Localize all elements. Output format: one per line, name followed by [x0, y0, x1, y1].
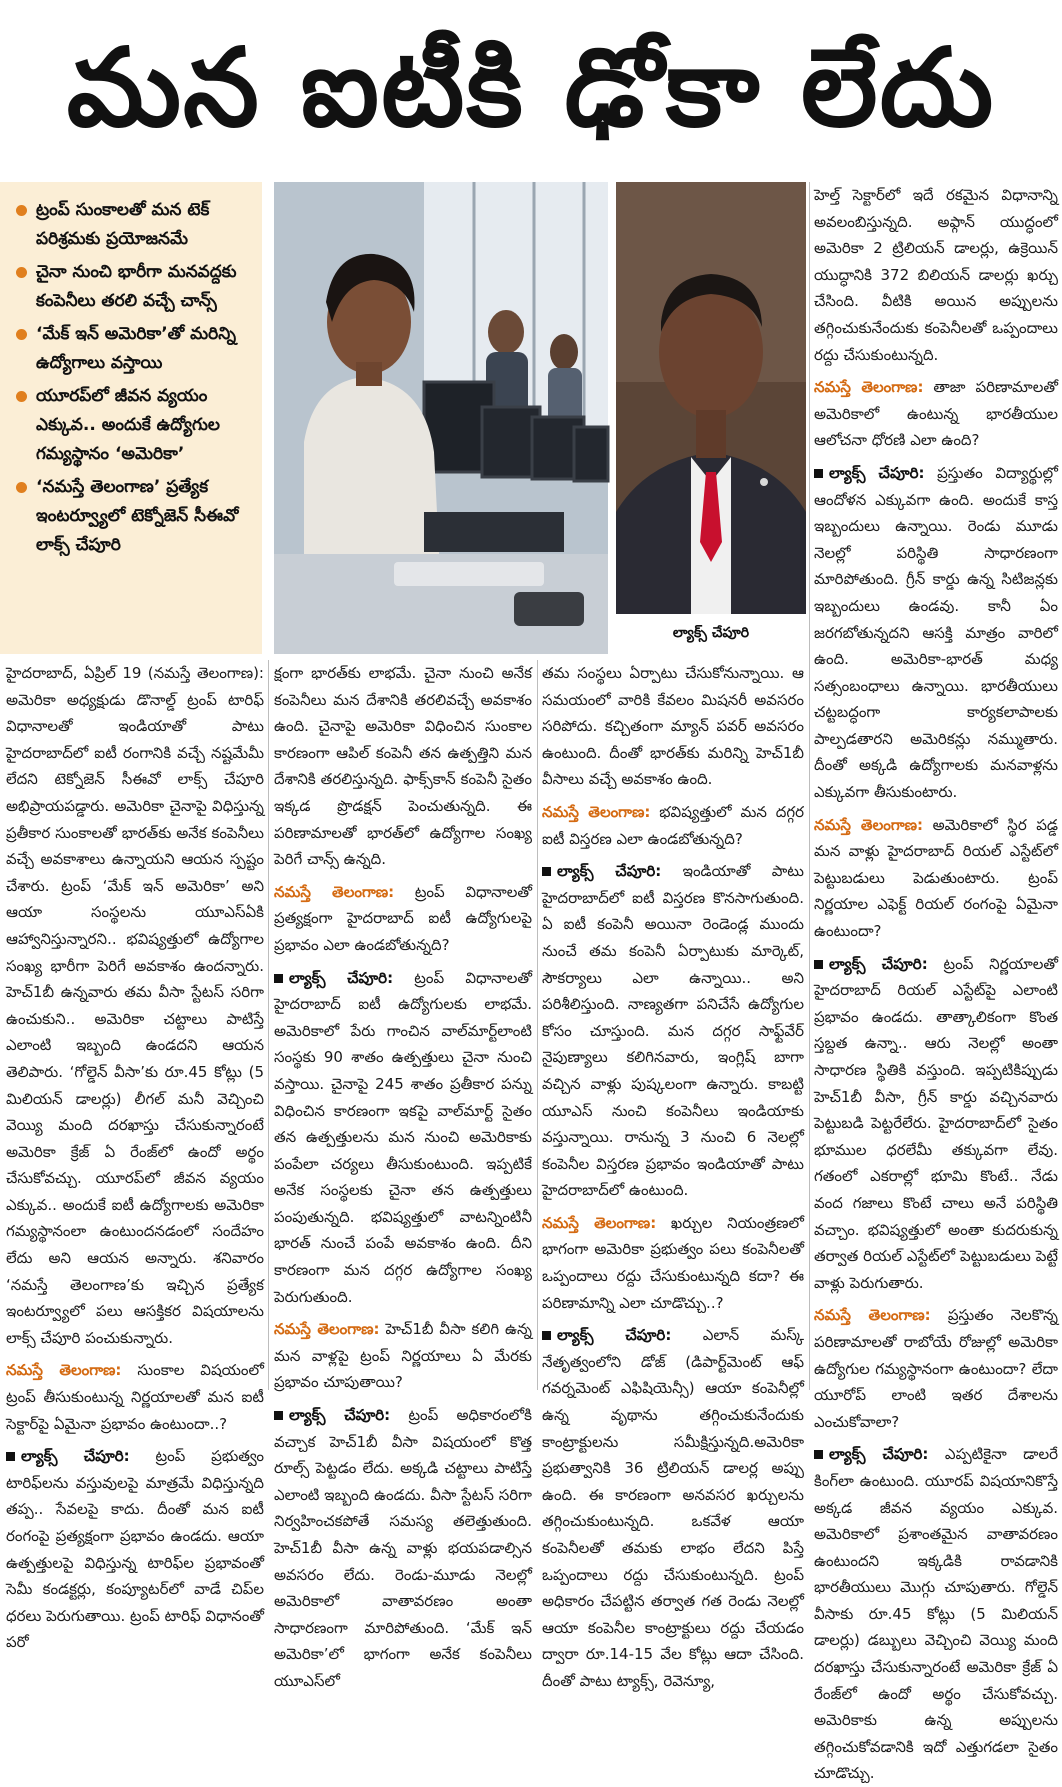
- question-text: తాజా పరిణామాలతో అమెరికాలో ఉంటున్న భారతీయుల ఆలోచనా ధోరణి ఎలా ఉంది?: [814, 378, 1058, 450]
- interview-answer: [814, 951, 1058, 1297]
- interview-answer: [274, 965, 532, 1311]
- office-photo-illustration: [274, 182, 608, 654]
- answer-label: ల్యాక్స్ చేపూరి:: [829, 954, 928, 973]
- answer-text: ట్రంప్ అధికారంలోకి వచ్చాక హెచ్1బీ వీసా విషయంలో కొత్త రూల్స్ పెట్టడం లేదు. అక్కడి చట్టాలు పాటిస్తే ఎలాంటి ఇబ్బంది ఉండదు. వీసా స్టేటస్ సరిగా నిర్వహించకపోతే సమస్య తలెత్తుతుంది. హెచ్1బీ వీసా ఉన్న వాళ్లు భయపడాల్సిన అవసరం లేదు. రెండు-మూడు నెలల్లో అమెరికాలో వాతావరణం అంతా సాధారణంగా మారిపోతుంది. ‘మేక్ ఇన్ అమెరికా’లో భాగంగా అనేక కంపెనీలు యూఎస్‌లో: [274, 1406, 532, 1690]
- article-paragraph: తమ సంస్థలు ఏర్పాటు చేసుకోనున్నాయి. ఆ సమయంలో వారికి కేవలం మిషనరీ అవసరం సరిపోదు. కచ్చితంగా మ్యాన్ పవర్ అవసరం ఉంటుంది. దీంతో భారత్‌కు మరిన్ని హెచ్1బీ వీసాలు వచ్చే అవకాశం ఉంది.: [542, 664, 804, 789]
- answer-label: ల్యాక్స్ చేపూరి:: [289, 968, 394, 987]
- answer-text: ట్రంప్ విధానాలతో హైదరాబాద్ ఐటీ ఉద్యోగులకు లాభమే. అమెరికాలో పేరు గాంచిన వాల్‌మార్ట్‌లాంటి సంస్థకు 90 శాతం ఉత్పత్తులు చైనా నుంచి వస్తాయి. చైనాపై 245 శాతం ప్రతీకార పన్ను విధించిన కారణంగా ఇకపై వాల్‌మార్ట్ సైతం తన ఉత్పత్తులను మన నుంచి అమెరికాకు పంపేలా చర్యలు తీసుకుంటుంది. ఇప్పటికే అనేక సంస్థలకు చైనా తన ఉత్పత్తులు పంపుతున్నది. భవిష్యత్తులో వాటన్నింటినీ భారత్ నుంచే పంపే అవకాశం ఉంది. దీని కారణంగా మన దగ్గర ఉద్యోగాల సంఖ్య పెరుగుతుంది.: [274, 968, 532, 1306]
- question-text: ట్రంప్ విధానాలతో ప్రత్యక్షంగా హైదరాబాద్ ఐటీ ఉద్యోగులపై ప్రభావం ఎలా ఉండబోతున్నది?: [274, 882, 532, 954]
- highlight-item: [14, 258, 252, 316]
- square-bullet-icon: [6, 1452, 15, 1461]
- bullet-icon: [16, 267, 27, 278]
- article-column-1: [6, 660, 264, 1652]
- highlight-text: ‘నమస్తే తెలంగాణ’ ప్రత్యేక ఇంటర్వ్యూలో టెక్నోజెన్ సీఈవో లాక్స్ చేపూరి: [36, 477, 239, 555]
- interview-answer: [814, 460, 1058, 806]
- answer-text: ట్రంప్ ప్రభుత్వం టారిఫ్‌లను వస్తువులపై మాత్రమే విధిస్తున్నది తప్ప.. సేవలపై కాదు. దీంతో మన ఐటీ రంగంపై ప్రత్యక్షంగా ప్రభావం ఉండదు. ఆయా ఉత్పత్తులపై విధిస్తున్న టారిఫ్‌ల ప్రభావంతో సెమీ కండక్టర్లు, కంప్యూటర్‌లో వాడే చిప్‌ల ధరలు పెరుగుతాయి. ట్రంప్ టారిఫ్ విధానంతో పరో: [6, 1447, 264, 1652]
- square-bullet-icon: [814, 469, 823, 478]
- highlight-item: [14, 196, 252, 254]
- question-label: నమస్తే తెలంగాణ:: [814, 815, 924, 834]
- interview-question: [542, 799, 804, 852]
- interview-question: [814, 812, 1058, 945]
- answer-text: ఎలాన్ మస్క్ నేతృత్వంలోని డోజ్ (డిపార్ట్‌మెంట్ ఆఫ్ గవర్నమెంట్ ఎఫిషియెన్సీ) ఆయా కంపెనీల్లో ఉన్న వృథాను తగ్గించుకునేందుకు కాంట్రాక్టులను సమీక్షిస్తున్నది.అమెరికా ప్రభుత్వానికి 36 ట్రిలియన్ డాలర్ల అప్పు ఉంది. ఈ కారణంగా అనవసర ఖర్చులను తగ్గించుకుంటున్నది. ఒకవేళ ఆయా కంపెనీలతో తమకు లాభం లేదని పిస్తే ఒప్పందాలు రద్దు చేసుకుంటున్నది. ట్రంప్ అధికారం చేపట్టిన తర్వాత గత రెండు నెలల్లో ఆయా కంపెనీల కాంట్రాక్టులు రద్దు చేయడం ద్వారా రూ.14-15 వేల కోట్లు ఆదా చేసింది. దీంతో పాటు ట్యాక్స్, రెవెన్యూ,: [542, 1326, 804, 1690]
- bullet-icon: [16, 205, 27, 216]
- question-text: హెచ్1బీ వీసా కలిగి ఉన్న మన వాళ్లపై ట్రంప్ నిర్ణయాలు ఏ మేరకు ప్రభావం చూపుతాయి?: [274, 1320, 532, 1392]
- bullet-icon: [16, 482, 27, 493]
- photo-caption: ల్యాక్స్ చేపూరి: [616, 614, 806, 654]
- interview-answer: [6, 1443, 264, 1656]
- interview-question: [542, 1210, 804, 1316]
- answer-label: ల్యాక్స్ చేపూరి:: [557, 1326, 672, 1345]
- question-label: నమస్తే తెలంగాణ:: [542, 1213, 657, 1232]
- office-photo: [274, 182, 608, 654]
- interview-answer: [274, 1402, 532, 1695]
- article-paragraph: హైదరాబాద్, ఏప్రిల్ 19 (నమస్తే తెలంగాణ): అమెరికా అధ్యక్షుడు డొనాల్డ్ ట్రంప్ టారిఫ్ విధానాలతో ఇండియాతో పాటు హైదరాబాద్‌లో ఐటీ రంగానికి వచ్చే నష్టమేమీ లేదని టెక్నోజెన్ సీఈవో లాక్స్ చేపూరి అభిప్రాయపడ్డారు. అమెరికా చైనాపై విధిస్తున్న ప్రతీకార సుంకాలతో భారత్‌కు అనేక కంపెనీలు వచ్చే అవకాశాలు ఉన్నాయని ఆయన స్పష్టం చేశారు. ట్రంప్ ‘మేక్ ఇన్ అమెరికా’ అని ఆయా సంస్థలను యూఎస్‌ఏకి ఆహ్వానిస్తున్నారని.. భవిష్యత్తులో ఉద్యోగాల సంఖ్య భారీగా పెరిగే అవకాశం ఉందన్నారు. హెచ్1బీ ఉన్నవారు తమ వీసా స్టేటస్ సరిగా ఉంచుకుని.. అమెరికా చట్టాలు పాటిస్తే ఎలాంటి ఇబ్బంది ఉండదని ఆయన తెలిపారు. ‘గోల్డెన్ వీసా’కు రూ.45 కోట్లు (5 మిలియన్ డాలర్లు) లీగల్ మనీ వెచ్చించి వెయ్యి మంది దరఖాస్తు చేసుకున్నారంటే అమెరికా క్రేజ్ ఏ రేంజ్‌లో ఉందో అర్థం చేసుకోవచ్చు. యూరప్‌లో జీవన వ్యయం ఎక్కువ.. అందుకే ఐటీ ఉద్యోగాలకు అమెరికా గమ్యస్థానంలా ఉంటుందనడంలో సందేహం లేదు అని ఆయన అన్నారు. శనివారం ‘నమస్తే తెలంగాణ’కు ఇచ్చిన ప్రత్యేక ఇంటర్వ్యూలో పలు ఆసక్తికర విషయాలను లాక్స్ చేపూరి పంచుకున్నారు.: [6, 664, 264, 1347]
- article-column-4: [814, 182, 1058, 1783]
- square-bullet-icon: [814, 960, 823, 969]
- question-text: ప్రస్తుతం నెలకొన్న పరిణామాలతో రాబోయే రోజుల్లో అమెరికా ఉద్యోగుల గమ్యస్థానంగా ఉంటుందా? లేదా యూరోప్ లాంటి ఇతర దేశాలను ఎంచుకోవాలా?: [814, 1306, 1058, 1431]
- answer-label: ల్యాక్స్ చేపూరి:: [557, 862, 662, 881]
- column-divider: [268, 660, 269, 1390]
- bullet-icon: [16, 329, 27, 340]
- portrait-photo: [616, 182, 806, 654]
- article-column-2: [274, 660, 532, 1690]
- question-label: నమస్తే తెలంగాణ:: [274, 1320, 380, 1339]
- square-bullet-icon: [542, 1331, 551, 1340]
- answer-label: ల్యాక్స్ చేపూరి:: [829, 1445, 929, 1464]
- question-label: నమస్తే తెలంగాణ:: [814, 378, 924, 397]
- interview-answer: [542, 858, 804, 1204]
- question-label: నమస్తే తెలంగాణ:: [6, 1361, 122, 1380]
- question-text: భవిష్యత్తులో మన దగ్గర ఐటీ విస్తరణ ఎలా ఉండబోతున్నది?: [542, 802, 804, 848]
- column-divider: [809, 182, 810, 1390]
- question-text: సుంకాల విషయంలో ట్రంప్ తీసుకుంటున్న నిర్ణయాలతో మన ఐటీ సెక్టార్‌పై ఏమైనా ప్రభావం ఉంటుందా..?: [6, 1361, 264, 1433]
- square-bullet-icon: [814, 1450, 823, 1459]
- square-bullet-icon: [274, 1411, 283, 1420]
- question-label: నమస్తే తెలంగాణ:: [814, 1306, 931, 1325]
- highlight-item: [14, 473, 252, 560]
- highlight-text: ‘మేక్ ఇన్ అమెరికా’తో మరిన్ని ఉద్యోగాలు వస్తాయి: [36, 324, 236, 373]
- highlight-item: [14, 382, 252, 469]
- interview-question: [6, 1357, 264, 1437]
- highlight-text: యూరప్‌లో జీవన వ్యయం ఎక్కువ.. అందుకే ఉద్యోగుల గమ్యస్థానం ‘అమెరికా’: [36, 386, 220, 464]
- highlight-text: ట్రంప్ సుంకాలతో మన టెక్ పరిశ్రమకు ప్రయోజనమే: [36, 200, 210, 249]
- interview-question: [814, 1302, 1058, 1435]
- answer-text: ఎప్పటికైనా డాలరే కింగ్‌లా ఉంటుంది. యూరప్ విషయానికొస్తే అక్కడ జీవన వ్యయం ఎక్కువ. అమెరికాలో ప్రశాంతమైన వాతావరణం ఉంటుందని ఇక్కడికి రావడానికి భారతీయులు మొగ్గు చూపుతారు. గోల్డెన్ వీసాకు రూ.45 కోట్లు (5 మిలియన్ డాలర్లు) డబ్బులు వెచ్చించి వెయ్యి మంది దరఖాస్తు చేసుకున్నారంటే అమెరికా క్రేజ్ ఏ రేంజ్‌లో ఉందో అర్థం చేసుకోవచ్చు. అమెరికాకు ఉన్న అప్పులను తగ్గించుకోవడానికి ఇదో ఎత్తుగడలా సైతం చూడొచ్చు.: [814, 1445, 1058, 1783]
- answer-text: ఇండియాతో పాటు హైదరాబాద్‌లో ఐటీ విస్తరణ కొనసాగుతుంది. ఏ ఐటీ కంపెనీ అయినా రెండెండ్ల ముందు నుంచే తమ కంపెనీ ఏర్పాటుకు మార్కెట్, సౌకర్యాలు ఎలా ఉన్నాయి.. అని పరిశీలిస్తుంది. నాణ్యతగా పనిచేసే ఉద్యోగుల కోసం చూస్తుంది. మన దగ్గర సాఫ్ట్‌వేర్ నైపుణ్యాలు కలిగినవారు, ఇంగ్లిష్ బాగా వచ్చిన వాళ్లు పుష్కలంగా ఉన్నారు. కాబట్టి యూఎస్ నుంచి కంపెనీలు ఇండియాకు వస్తున్నాయి. రానున్న 3 నుంచి 6 నెలల్లో కంపెనీల విస్తరణ ప్రభావం ఇండియాతో పాటు హైదరాబాద్‌లో ఉంటుంది.: [542, 862, 804, 1200]
- answer-label: ల్యాక్స్ చేపూరి:: [829, 463, 925, 482]
- answer-text: ట్రంప్ నిర్ణయాలతో హైదరాబాద్ రియల్ ఎస్టేట్‌పై ఎలాంటి ప్రభావం ఉండదు. తాత్కాలికంగా కొంత స్తబ్దత ఉన్నా.. ఆరు నెలల్లో అంతా సాధారణ స్థితికి వస్తుంది. ఇప్పటికిప్పుడు హెచ్1బీ వీసా, గ్రీన్ కార్డు వచ్చినవారు పెట్టుబడి పెట్టరేలేరు. హైదరాబాద్‌లో సైతం భూముల ధరలేమీ తక్కువగా లేవు. గతంలో ఎకరాల్లో భూమి కొంటే.. నేడు వంద గజాలు కొంటే చాలు అనే పరిస్థితి వచ్చాం. భవిష్యత్తులో అంతా కుదరుకున్న తర్వాత రియల్ ఎస్టేట్‌లో పెట్టుబడులు పెట్టే వాళ్లు పెరుగుతారు.: [814, 954, 1058, 1292]
- highlights-box: [0, 182, 262, 654]
- headline: మన ఐటీకి ఢోకా లేదు: [66, 26, 996, 151]
- question-text: అమెరికాలో స్థిర పడ్డ మన వాళ్లు హైదరాబాద్ రియల్ ఎస్టేట్‌లో పెట్టుబడులు పెడుతుంటారు. ట్రంప్ నిర్ణయాల ఎఫెక్ట్ రియల్ రంగంపై ఏమైనా ఉంటుందా?: [814, 815, 1058, 941]
- highlight-text: చైనా నుంచి భారీగా మనవద్దకు కంపెనీలు తరలి వచ్చే చాన్స్: [36, 262, 237, 311]
- square-bullet-icon: [274, 974, 283, 983]
- square-bullet-icon: [542, 867, 551, 876]
- answer-label: ల్యాక్స్ చేపూరి:: [289, 1406, 391, 1425]
- article-paragraph: హెల్త్ సెక్టార్‌లో ఇదే రకమైన విధానాన్ని అవలంబిస్తున్నది. అఫ్గాన్ యుద్ధంలో అమెరికా 2 ట్రిలియన్ డాలర్లు, ఉక్రెయిన్ యుద్ధానికి 372 బిలియన్ డాలర్లు ఖర్చు చేసింది. వీటికి అయిన అప్పులను తగ్గించుకునేందుకు కంపెనీలతో ఒప్పందాలు రద్దు చేసుకుంటున్నది.: [814, 186, 1058, 364]
- interview-question: [814, 374, 1058, 454]
- interview-question: [274, 879, 532, 959]
- question-label: నమస్తే తెలంగాణ:: [274, 882, 395, 901]
- answer-text: ప్రస్తుతం విద్యార్థుల్లో ఆందోళన ఎక్కువగా ఉంది. అందుకే కాస్త ఇబ్బందులు ఉన్నాయి. రెండు మూడు నెలల్లో పరిస్థితి సాధారణంగా మారిపోతుంది. గ్రీన్ కార్డు ఉన్న సిటిజన్లకు ఇబ్బందులు ఉండవు. కానీ ఏం జరగబోతున్నదని ఆసక్తి మాత్రం వారిలో ఉంది. అమెరికా-భారత్ మధ్య సత్సంబంధాలు ఉన్నాయి. భారతీయులు చట్టబద్ధంగా కార్యకలాపాలకు పాల్పడతారని అమెరికన్లు నమ్ముతారు. దీంతో అక్కడి ఉద్యోగాలకు మనవాళ్లను ఎక్కువగా తీసుకుంటారు.: [814, 463, 1058, 802]
- portrait-illustration: [616, 182, 806, 614]
- interview-answer: [814, 1441, 1058, 1787]
- article-paragraph: క్షంగా భారత్‌కు లాభమే. చైనా నుంచి అనేక కంపెనీలు మన దేశానికి తరలివచ్చే అవకాశం ఉంది. చైనాపై అమెరికా విధించిన సుంకాల కారణంగా ఆపిల్ కంపెనీ తన ఉత్పత్తిని మన దేశానికి తరలిస్తున్నది. ఫాక్స్‌కాన్ కంపెనీ సైతం ఇక్కడ ప్రొడక్షన్ పెంచుతున్నది. ఈ పరిణామాలతో భారత్‌లో ఉద్యోగాల సంఖ్య పెరిగే చాన్స్ ఉన్నది.: [274, 664, 532, 869]
- column-divider: [537, 660, 538, 1390]
- answer-label: ల్యాక్స్ చేపూరి:: [21, 1447, 130, 1466]
- question-label: నమస్తే తెలంగాణ:: [542, 802, 651, 821]
- question-text: ఖర్చుల నియంత్రణలో భాగంగా అమెరికా ప్రభుత్వం పలు కంపెనీలతో ఒప్పందాలు రద్దు చేసుకుంటున్నది కదా? ఈ పరిణామాన్ని ఎలా చూడొచ్చు..?: [542, 1213, 804, 1312]
- article-column-3: [542, 660, 804, 1690]
- highlight-item: [14, 320, 252, 378]
- interview-answer: [542, 1322, 804, 1694]
- interview-question: [274, 1316, 532, 1396]
- bullet-icon: [16, 391, 27, 402]
